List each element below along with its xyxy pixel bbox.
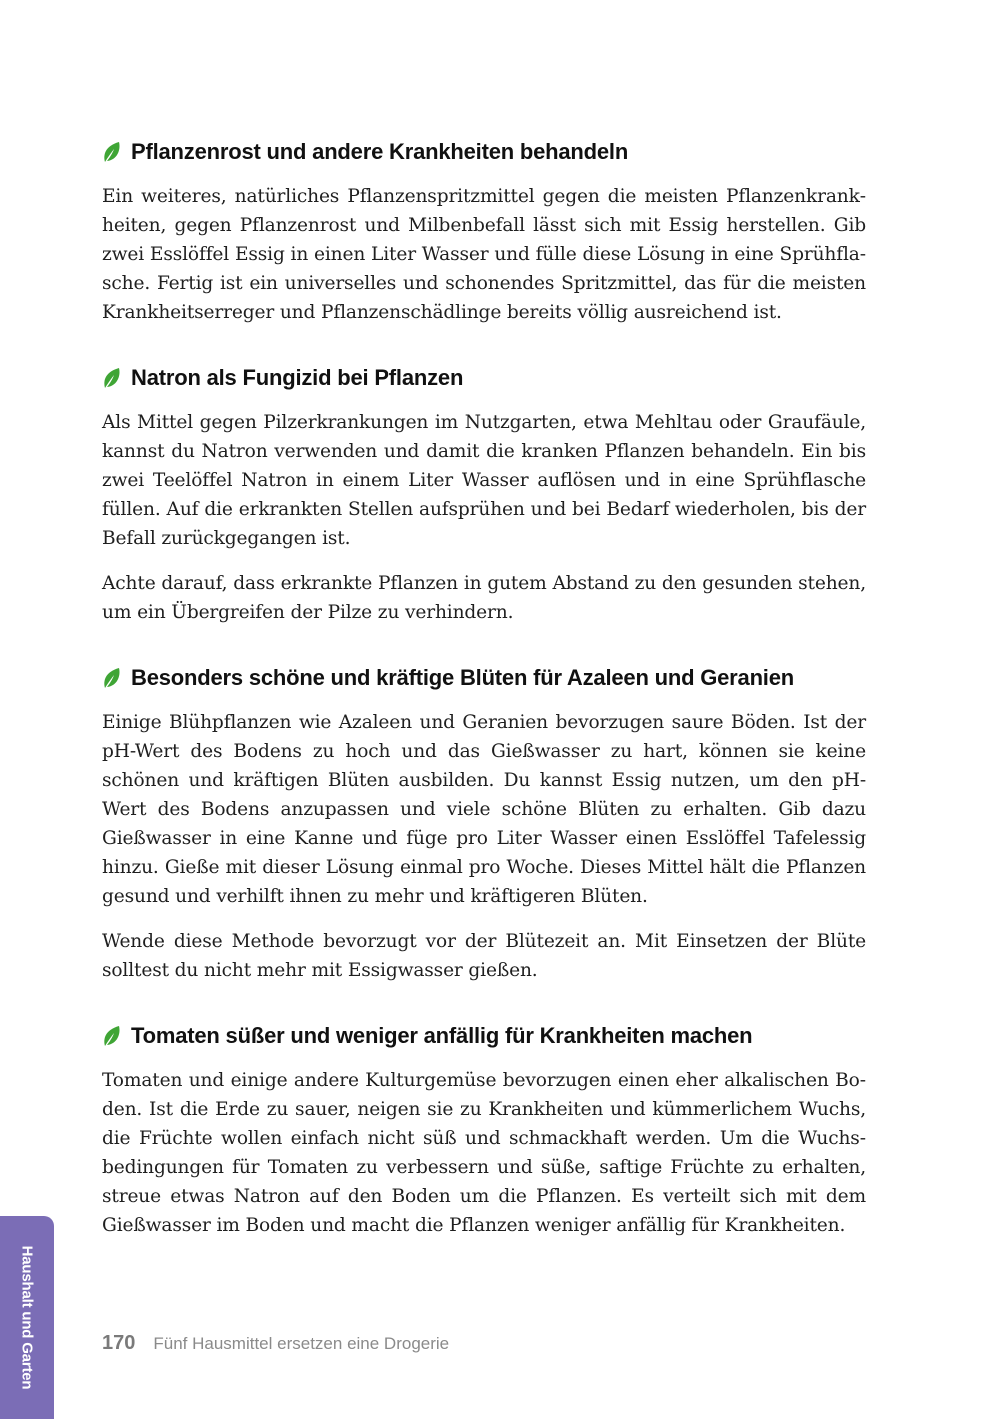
paragraph: Als Mittel gegen Pilzerkrankungen im Nutzgarten, etwa Mehltau oder Graufäule, kannst du Natron verwenden und damit die kranken Pflanzen behandeln. Ein bis zwei Teelöffel Natron in einem Liter Wasser auflösen und in eine Sprühflasche füllen. Auf die erkrankten Stellen aufsprühen und bei Bedarf wiederholen, bis der Befall zurückgegangen ist.: [102, 412, 866, 549]
paragraph: Tomaten und einige andere Kulturgemüse bevorzugen einen eher alkalischen Boden. Ist die Erde zu sauer, neigen sie zu Krankheiten und kümmerlichem Wuchs, die Früchte wollen einfach nicht süß und schmackhaft werden. Um die Wuchsbedingungen für Tomaten zu verbessern und süße, saftige Früchte zu erhalten, streue etwas Natron auf den Boden um die Pflanzen. Es verteilt sich mit dem Gießwasser im Boden und macht die Pflanzen weniger anfällig für Krankheiten.: [102, 1070, 866, 1236]
page-number: 170: [102, 1332, 136, 1354]
section-azaleen-geranien: [102, 664, 866, 985]
page-footer: [102, 1332, 449, 1362]
section-heading: [102, 664, 866, 692]
leaf-icon: [102, 141, 122, 163]
section-pflanzenrost: [102, 138, 866, 327]
leaf-icon: [102, 667, 122, 689]
leaf-icon: [102, 1025, 122, 1047]
section-heading-text: Natron als Fungizid bei Pflanzen: [131, 365, 464, 390]
paragraph: Ein weiteres, natürliches Pflanzenspritzmittel gegen die meisten Pflanzenkrankheiten, gegen Pflanzenrost und Milbenbefall lässt sich mit Essig herstellen. Gib zwei Esslöffel Essig in einen Liter Wasser und fülle diese Lösung in eine Sprühflasche. Fertig ist ein universelles und schonendes Spritzmittel, das für die meisten Krankheitserreger und Pflanzenschädlinge bereits völlig ausreichend ist.: [102, 186, 866, 323]
leaf-icon: [102, 367, 122, 389]
book-title: Fünf Hausmittel ersetzen eine Drogerie: [153, 1334, 450, 1353]
section-heading: [102, 364, 866, 392]
paragraph: Einige Blühpflanzen wie Azaleen und Geranien bevorzugen saure Böden. Ist der pH-Wert des Bodens zu hoch und das Gießwasser zu hart, können sie keine schönen und kräftigen Blüten ausbilden. Du kannst Essig nutzen, um den pH-Wert des Bodens anzupassen und viele schöne Blüten zu erhalten. Gib dazu Gießwasser in eine Kanne und füge pro Liter Wasser einen Esslöffel Tafelessig hinzu. Gieße mit dieser Lösung einmal pro Woche. Dieses Mittel hält die Pflanzen gesund und verhilft ihnen zu mehr und kräftigeren Blüten.: [102, 712, 866, 907]
section-heading-text: Besonders schöne und kräftige Blüten für Azaleen und Geranien: [131, 665, 794, 690]
chapter-side-tab-label: Haushalt und Garten: [18, 1245, 36, 1390]
section-tomaten: [102, 1022, 866, 1240]
page-content: [102, 138, 866, 1256]
paragraph: Achte darauf, dass erkrankte Pflanzen in gutem Abstand zu den gesunden stehen, um ein Übergreifen der Pilze zu verhindern.: [102, 573, 866, 623]
section-heading-text: Pflanzenrost und andere Krankheiten behandeln: [131, 139, 629, 164]
paragraph: Wende diese Methode bevorzugt vor der Blütezeit an. Mit Einsetzen der Blüte solltest du nicht mehr mit Essigwasser gießen.: [102, 931, 866, 981]
section-natron-fungizid: [102, 364, 866, 627]
section-heading-text: Tomaten süßer und weniger anfällig für Krankheiten machen: [131, 1023, 753, 1048]
chapter-side-tab: [0, 1216, 54, 1419]
section-heading: [102, 1022, 866, 1050]
section-heading: [102, 138, 866, 166]
